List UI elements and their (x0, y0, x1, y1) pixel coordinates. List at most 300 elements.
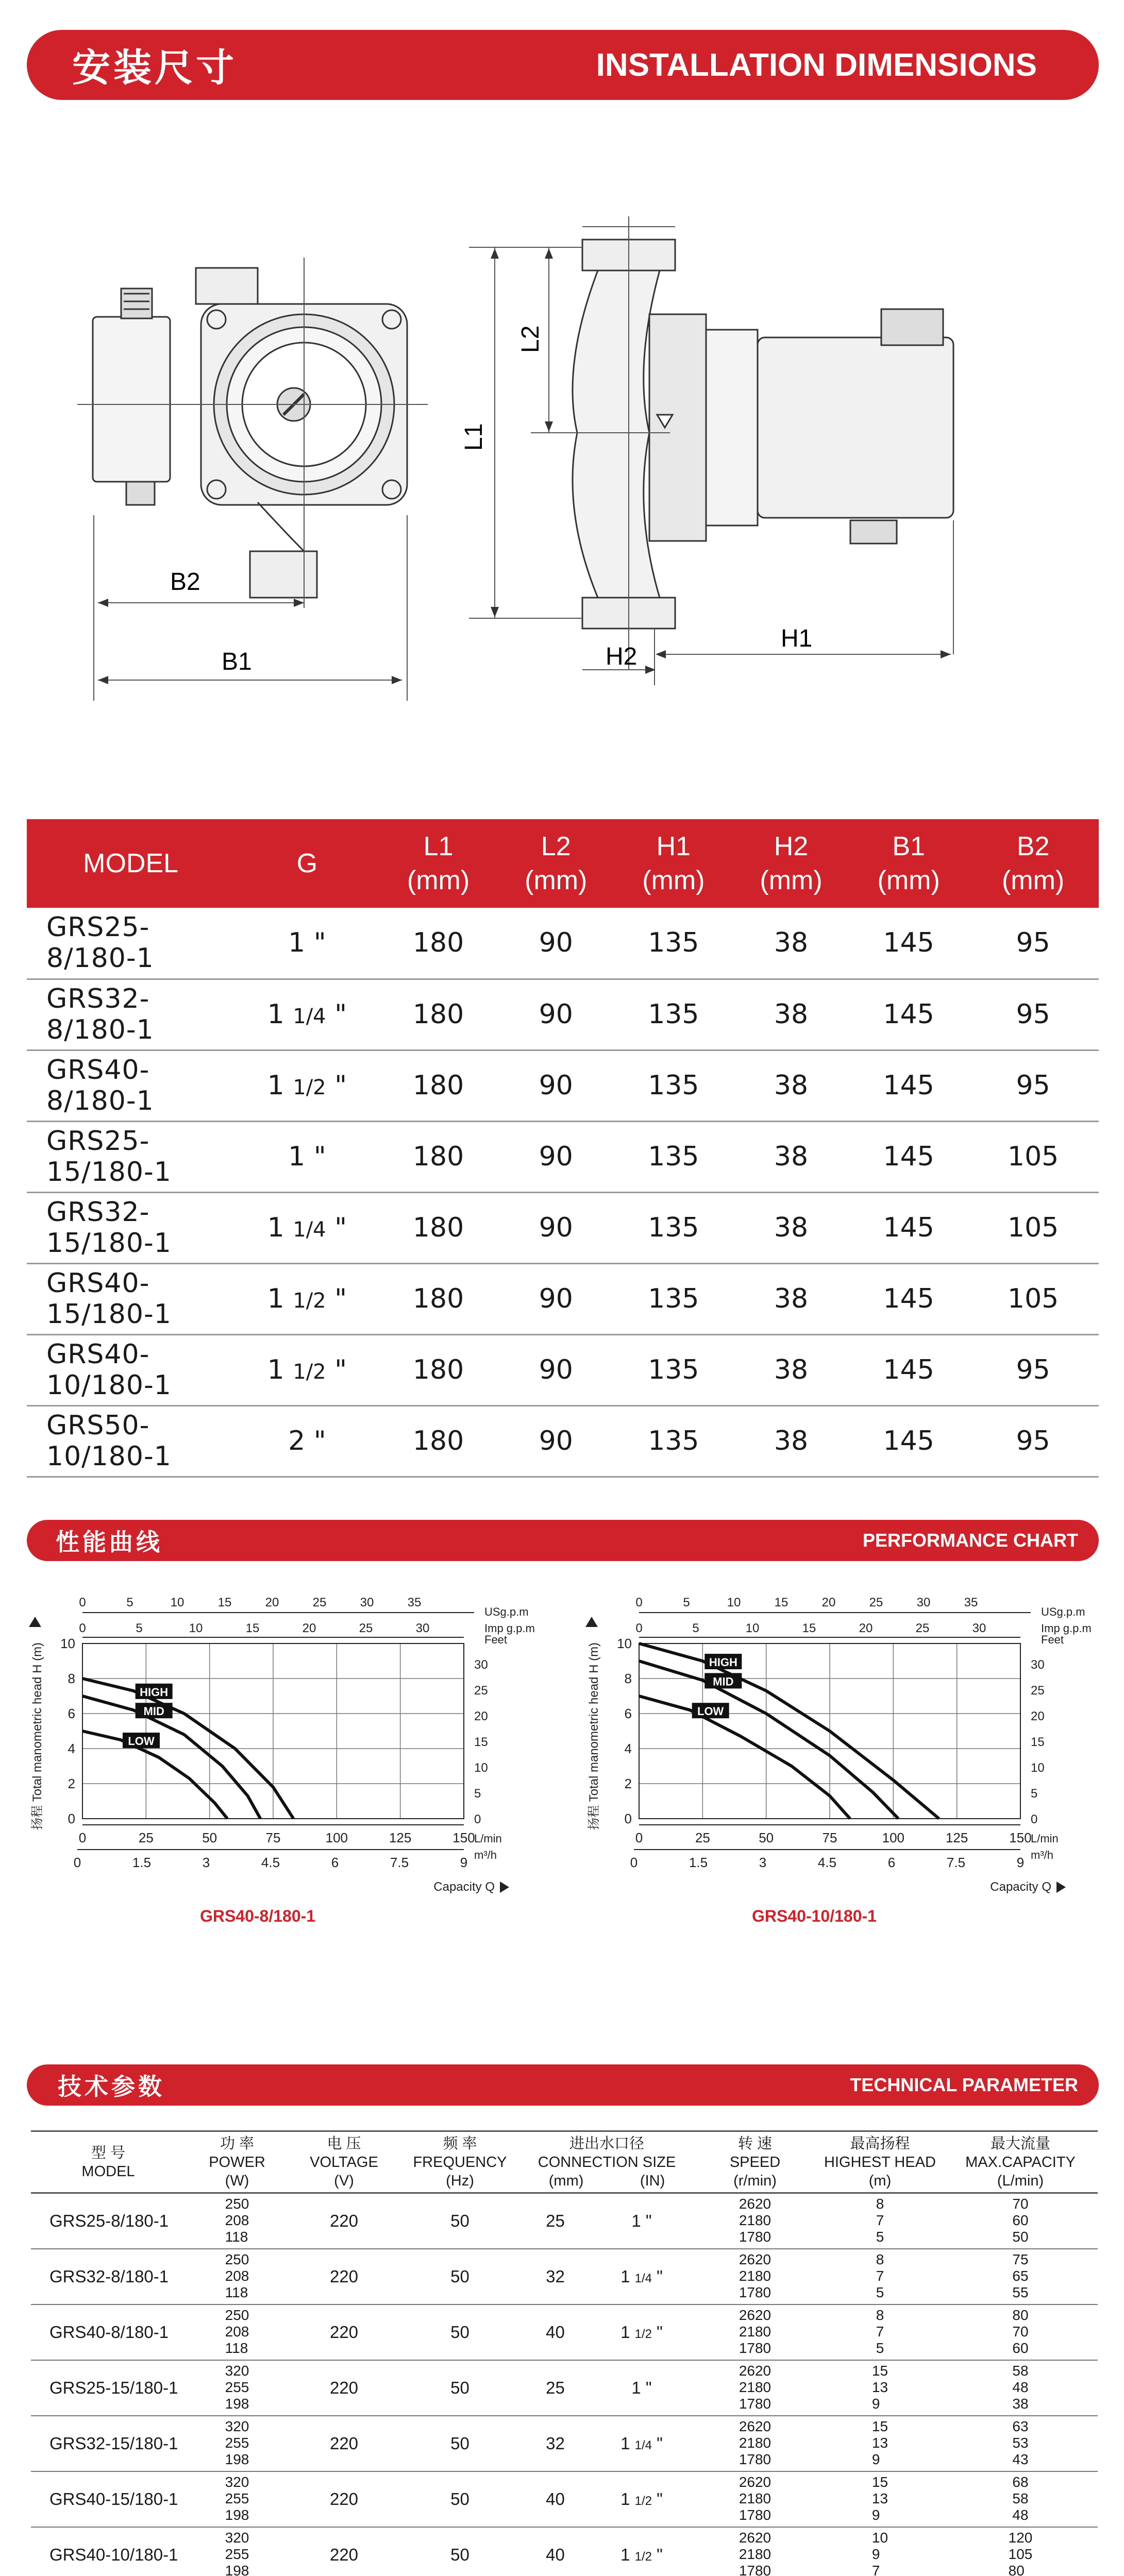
tech-header-en (521, 2153, 693, 2172)
speed-stack-value: 2620 (739, 2474, 771, 2490)
dim-header-cell (850, 819, 967, 908)
capacity-stack (1012, 2196, 1028, 2245)
right-tick-label: 15 (1031, 1735, 1045, 1749)
head-stack-value: 8 (876, 2196, 884, 2212)
tech-speed-cell (693, 2304, 817, 2360)
top-axis-1-tick: 30 (916, 1596, 931, 1609)
x-tick-label: 0 (635, 1830, 643, 1845)
top-axis-2-tick: 10 (745, 1621, 760, 1635)
connection-in-int: 1 (631, 2378, 641, 2397)
tech-table-row (31, 2193, 1098, 2249)
g-size-int: 2 (288, 1426, 306, 1456)
head-stack-value: 15 (871, 2418, 888, 2434)
install-title-en: INSTALLATION DIMENSIONS (596, 47, 1037, 83)
capacity-stack-value: 68 (1012, 2474, 1029, 2490)
x-tick-label: 50 (759, 1830, 774, 1845)
dim-g-cell: 1 " (234, 908, 379, 979)
x2-tick-label: 3 (202, 1855, 210, 1870)
right-tick-label: 10 (474, 1761, 488, 1775)
capacity-stack-value: 60 (1012, 2212, 1029, 2229)
series-label: LOW (697, 1705, 724, 1718)
tech-voltage-cell: 220 (289, 2249, 399, 2304)
speed-stack-value: 2180 (739, 2546, 771, 2562)
dim-h2-cell: 38 (732, 1263, 850, 1334)
dim-l1-cell: 180 (379, 1121, 497, 1192)
tech-header-en: MODEL (81, 2163, 135, 2180)
dim-header-cell (967, 819, 1099, 908)
tech-connection-in-cell: 1 " (590, 2193, 693, 2249)
power-stack-value: 198 (225, 2451, 249, 2467)
y-tick-label: 6 (624, 1706, 632, 1721)
dim-b1-cell: 145 (850, 1192, 967, 1263)
capacity-arrow-icon (1056, 1882, 1066, 1893)
g-size-int: 1 (288, 927, 306, 959)
tech-header-cell (943, 2131, 1098, 2193)
capacity-stack-value: 48 (1012, 2507, 1029, 2523)
speed-stack-value: 2620 (739, 2251, 771, 2267)
tech-head-cell (817, 2416, 943, 2471)
tech-header-bar (27, 2064, 1099, 2106)
head-stack-value: 15 (871, 2474, 888, 2490)
tech-capacity-cell (943, 2360, 1098, 2416)
speed-stack (739, 2474, 771, 2523)
x-tick-label: 75 (822, 1830, 837, 1845)
speed-stack (739, 2251, 771, 2301)
tech-model-cell: GRS32-15/180-1 (31, 2416, 186, 2471)
power-stack-value: 208 (225, 2268, 249, 2284)
g-size-int: 1 (288, 1141, 306, 1172)
power-stack-value: 255 (225, 2490, 249, 2506)
tech-model-cell: GRS40-10/180-1 (31, 2527, 186, 2576)
right-tick-label: 0 (474, 1812, 481, 1826)
dim-model-cell: GRS25-15/180-1 (27, 1121, 234, 1192)
x-tick-label: 25 (138, 1830, 154, 1845)
tech-header-cn: 最高扬程 (850, 2135, 910, 2152)
g-size-int: 1 (267, 999, 284, 1030)
tech-header-en-text: CONNECTION SIZE (538, 2154, 676, 2171)
tech-connection-in-cell: 1 " (590, 2360, 693, 2416)
tech-table-row (31, 2527, 1098, 2576)
tech-header-unit: (W) (225, 2172, 249, 2189)
x-tick-label: 150 (1009, 1830, 1032, 1845)
tech-connection-mm-cell: 32 (521, 2249, 590, 2304)
tech-capacity-cell (943, 2193, 1098, 2249)
x-tick-label: 100 (325, 1830, 348, 1845)
tech-model-cell: GRS40-8/180-1 (31, 2304, 186, 2360)
head-stack (876, 2196, 884, 2245)
tech-frequency-cell: 50 (399, 2527, 521, 2576)
right-tick-label: 30 (1031, 1658, 1045, 1672)
head-stack-value: 13 (871, 2490, 888, 2506)
dim-l2-cell: 90 (497, 1334, 615, 1405)
x2-tick-label: 0 (73, 1855, 81, 1870)
dim-header-cell (497, 819, 615, 908)
g-size-int: 1 (267, 1283, 284, 1314)
dim-model-cell: GRS25-8/180-1 (27, 908, 234, 979)
dim-b2-cell: 95 (967, 1334, 1099, 1405)
dim-table-row (27, 908, 1099, 979)
dim-header-unit: (mm) (642, 866, 705, 895)
top-axis-1-unit: USg.p.m (484, 1605, 529, 1618)
series-label: HIGH (709, 1656, 737, 1669)
g-size-int: 1 (267, 1354, 284, 1385)
connection-in-int: 1 (620, 2322, 630, 2342)
tech-voltage-cell: 220 (289, 2360, 399, 2416)
head-stack-value: 5 (876, 2340, 884, 2356)
top-axis-2-tick: 20 (302, 1621, 316, 1635)
dim-table-row (27, 1334, 1099, 1405)
capacity-stack-value: 38 (1012, 2396, 1029, 2412)
right-tick-label: 25 (1031, 1684, 1045, 1698)
tech-capacity-cell (943, 2471, 1098, 2527)
pump-side-view-drawing (454, 211, 1010, 706)
y-tick-label: 10 (60, 1636, 75, 1651)
dim-l2-cell: 90 (497, 1050, 615, 1121)
tech-power-cell (186, 2471, 289, 2527)
capacity-stack-value: 75 (1012, 2251, 1029, 2267)
head-stack-value: 10 (871, 2530, 888, 2546)
tech-connection-mm-cell: 32 (521, 2416, 590, 2471)
x2-tick-label: 1.5 (132, 1855, 152, 1870)
power-stack (225, 2307, 249, 2357)
top-axis-1-tick: 5 (683, 1596, 690, 1609)
dim-g-cell: 2 " (234, 1405, 379, 1477)
capacity-arrow-icon (500, 1882, 509, 1893)
speed-stack-value: 1780 (739, 2340, 771, 2356)
connection-in-int: 1 (620, 2433, 630, 2453)
tech-header-cn: 型 号 (91, 2144, 126, 2161)
perf-title-en: PERFORMANCE CHART (863, 1530, 1078, 1551)
dim-l1-cell: 180 (379, 1334, 497, 1405)
top-axis-2-tick: 25 (915, 1621, 930, 1635)
y-tick-label: 8 (624, 1671, 632, 1686)
tech-voltage-cell: 220 (289, 2304, 399, 2360)
capacity-stack-value: 63 (1012, 2418, 1029, 2434)
x-tick-label: 75 (265, 1830, 281, 1845)
speed-stack-value: 2180 (739, 2490, 771, 2506)
dim-b2-cell: 105 (967, 1263, 1099, 1334)
speed-stack-value: 2620 (739, 2196, 771, 2212)
dim-b1-cell: 145 (850, 1050, 967, 1121)
series-label: MID (143, 1705, 164, 1718)
right-axis-unit: Feet (1041, 1633, 1064, 1646)
tech-model-cell: GRS25-8/180-1 (31, 2193, 186, 2249)
dim-g-cell: 1 1/4 " (234, 979, 379, 1050)
power-stack-value: 320 (225, 2474, 249, 2490)
dim-h1-cell: 135 (615, 1334, 732, 1405)
top-axis-2-unit: Imp g.p.m (1041, 1622, 1092, 1635)
dimension-table-header (27, 819, 1099, 908)
dim-header-label: L1 (423, 832, 454, 861)
tech-header-unit-in: (IN) (640, 2172, 665, 2189)
tech-capacity-cell (943, 2304, 1098, 2360)
tech-model-cell: GRS25-15/180-1 (31, 2360, 186, 2416)
tech-speed-cell (693, 2193, 817, 2249)
dim-header-label: H1 (656, 832, 691, 861)
dim-header-cell (379, 819, 497, 908)
dim-header-label: B1 (892, 832, 925, 861)
y-tick-label: 4 (624, 1741, 632, 1756)
dim-b2-cell: 95 (967, 979, 1099, 1050)
performance-chart-grs40-8 (21, 1592, 557, 1942)
speed-stack (739, 2307, 771, 2357)
dim-header-label: B2 (1016, 832, 1050, 861)
capacity-stack (1012, 2363, 1028, 2412)
install-title-cn: 安装尺寸 (72, 46, 237, 90)
tech-table-row (31, 2304, 1098, 2360)
connection-in-int: 1 (620, 2266, 630, 2286)
dim-model-cell: GRS50-10/180-1 (27, 1405, 234, 1477)
head-stack-value: 9 (871, 2546, 880, 2562)
connection-in-fraction: 1/4 (634, 2438, 652, 2452)
tech-frequency-cell: 50 (399, 2249, 521, 2304)
y-axis-title: 扬程 Total manometric head H (m) (587, 1642, 601, 1831)
head-stack (872, 2363, 888, 2412)
dim-l2-cell: 90 (497, 979, 615, 1050)
y-tick-label: 0 (624, 1811, 632, 1826)
top-axis-2-tick: 5 (692, 1621, 699, 1635)
power-stack (225, 2474, 249, 2523)
dim-h2-cell: 38 (732, 1121, 850, 1192)
tech-voltage-cell: 220 (289, 2527, 399, 2576)
speed-stack (739, 2196, 771, 2245)
dim-table-row (27, 1050, 1099, 1121)
right-tick-label: 0 (1031, 1812, 1038, 1826)
dim-l2-cell: 90 (497, 1263, 615, 1334)
top-axis-1-tick: 5 (126, 1596, 133, 1609)
top-axis-2-tick: 30 (415, 1621, 430, 1635)
top-axis-1-tick: 25 (869, 1596, 883, 1609)
dim-h1-cell: 135 (615, 1405, 732, 1477)
right-tick-label: 5 (1031, 1787, 1038, 1801)
top-axis-1-tick: 10 (727, 1596, 741, 1609)
dim-g-cell: 1 1/2 " (234, 1263, 379, 1334)
tech-table-row (31, 2249, 1098, 2304)
tech-power-cell (186, 2304, 289, 2360)
tech-connection-mm-cell: 40 (521, 2527, 590, 2576)
series-curve-low (639, 1696, 850, 1819)
dim-h1-cell: 135 (615, 1121, 732, 1192)
connection-in-int: 1 (620, 2545, 630, 2564)
tech-capacity-cell (943, 2249, 1098, 2304)
dim-h1-cell: 135 (615, 979, 732, 1050)
tech-frequency-cell: 50 (399, 2471, 521, 2527)
top-axis-1-tick: 15 (774, 1596, 789, 1609)
tech-header-cell (521, 2131, 693, 2193)
y-axis-title: 扬程 Total manometric head H (m) (30, 1642, 44, 1831)
dim-h2-cell: 38 (732, 979, 850, 1050)
y-tick-label: 4 (68, 1741, 75, 1756)
tech-speed-cell (693, 2360, 817, 2416)
series-label: HIGH (140, 1685, 169, 1699)
x-unit-label: L/min (1031, 1832, 1059, 1845)
power-stack-value: 118 (225, 2229, 248, 2245)
speed-stack-value: 2620 (739, 2530, 771, 2546)
power-stack (225, 2363, 249, 2412)
x2-unit-label: m³/h (474, 1849, 497, 1861)
dim-g-cell: 1 " (234, 1121, 379, 1192)
dim-model-cell: GRS40-10/180-1 (27, 1334, 234, 1405)
head-stack-value: 5 (876, 2284, 884, 2300)
y-tick-label: 8 (68, 1671, 75, 1686)
connection-in-fraction: 1/2 (634, 2494, 652, 2508)
speed-stack-value: 2180 (739, 2324, 771, 2340)
right-axis-unit: Feet (484, 1633, 508, 1646)
capacity-stack (1012, 2474, 1028, 2523)
head-stack-value: 13 (871, 2435, 888, 2451)
tech-power-cell (186, 2193, 289, 2249)
dim-header-label: MODEL (83, 849, 179, 878)
dim-model-cell: GRS32-15/180-1 (27, 1192, 234, 1263)
speed-stack-value: 1780 (739, 2507, 771, 2523)
l1-label: L1 (460, 423, 488, 451)
l2-label: L2 (517, 325, 544, 353)
speed-stack-value: 1780 (739, 2451, 771, 2467)
x-tick-label: 100 (882, 1830, 905, 1845)
tech-header-cell (817, 2131, 943, 2193)
tech-table-row (31, 2416, 1098, 2471)
capacity-stack (1012, 2307, 1028, 2357)
dim-b2-cell: 95 (967, 1050, 1099, 1121)
dim-l2-cell: 90 (497, 1405, 615, 1477)
capacity-stack-value: 60 (1012, 2340, 1029, 2356)
dim-h2-cell: 38 (732, 1192, 850, 1263)
tech-head-cell (817, 2193, 943, 2249)
tech-connection-in-cell: 1 1/2 " (590, 2527, 693, 2576)
power-stack-value: 118 (225, 2340, 248, 2356)
x2-tick-label: 7.5 (390, 1855, 409, 1870)
head-stack-value: 8 (876, 2307, 884, 2323)
dim-header-unit: (mm) (760, 866, 823, 895)
speed-stack (739, 2418, 771, 2468)
tech-header-cell (289, 2131, 399, 2193)
tech-header-en: POWER (209, 2154, 265, 2171)
power-stack-value: 208 (225, 2212, 249, 2229)
dim-b2-cell: 95 (967, 908, 1099, 979)
dim-h1-cell: 135 (615, 908, 732, 979)
x2-tick-label: 4.5 (817, 1855, 837, 1870)
tech-power-cell (186, 2360, 289, 2416)
capacity-stack-value: 58 (1012, 2490, 1029, 2506)
dim-header-cell (234, 819, 379, 908)
tech-header-en: MAX.CAPACITY (965, 2154, 1076, 2171)
capacity-stack-value: 105 (1008, 2546, 1033, 2562)
tech-header-en: VOLTAGE (310, 2154, 378, 2171)
b2-label: B2 (170, 568, 200, 596)
tech-connection-mm-cell: 40 (521, 2471, 590, 2527)
dim-table-row (27, 1405, 1099, 1477)
y-tick-label: 2 (624, 1776, 632, 1791)
tech-header-cn: 电 压 (327, 2135, 361, 2152)
capacity-stack-value: 58 (1012, 2363, 1029, 2379)
b1-label: B1 (222, 648, 252, 675)
power-stack-value: 320 (225, 2363, 249, 2379)
tech-table-row (31, 2360, 1098, 2416)
top-axis-2-unit: Imp g.p.m (484, 1622, 535, 1635)
dim-b1-cell: 145 (850, 1263, 967, 1334)
dim-table-row (27, 979, 1099, 1050)
chart-title: GRS40-10/180-1 (752, 1907, 877, 1925)
right-tick-label: 10 (1031, 1761, 1045, 1775)
power-stack-value: 320 (225, 2418, 249, 2434)
tech-header-units (521, 2172, 693, 2190)
speed-stack (739, 2363, 771, 2412)
connection-in-fraction: 1/2 (634, 2327, 652, 2341)
top-axis-2-tick: 30 (972, 1621, 986, 1635)
dimension-table (27, 819, 1099, 1478)
tech-header-cn: 最大流量 (990, 2135, 1050, 2152)
dim-header-unit: (mm) (877, 866, 940, 895)
capacity-stack-value: 48 (1012, 2379, 1029, 2395)
connection-in-fraction: 1/4 (634, 2271, 652, 2285)
x-unit-label: L/min (474, 1832, 502, 1845)
dim-l2-cell: 90 (497, 1121, 615, 1192)
series-curve-mid (639, 1661, 898, 1819)
tech-header-cell (31, 2131, 186, 2193)
capacity-stack-value: 80 (1008, 2563, 1025, 2576)
tech-speed-cell (693, 2249, 817, 2304)
head-arrow-icon (585, 1617, 598, 1627)
power-stack-value: 198 (225, 2507, 249, 2523)
head-stack (876, 2251, 884, 2301)
top-axis-1-tick: 15 (217, 1596, 232, 1609)
capacity-stack-value: 65 (1012, 2268, 1029, 2284)
top-axis-2-tick: 15 (802, 1621, 816, 1635)
dim-model-cell: GRS40-8/180-1 (27, 1050, 234, 1121)
dim-l1-cell: 180 (379, 908, 497, 979)
tech-frequency-cell: 50 (399, 2304, 521, 2360)
tech-title-cn: 技术参数 (58, 2073, 165, 2100)
tech-header-cn: 频 率 (443, 2135, 477, 2152)
power-stack-value: 255 (225, 2379, 249, 2395)
x-tick-label: 150 (452, 1830, 475, 1845)
right-tick-label: 20 (1031, 1709, 1045, 1723)
capacity-stack-value: 120 (1008, 2530, 1033, 2546)
top-axis-1-tick: 0 (79, 1596, 86, 1609)
dim-model-cell: GRS32-8/180-1 (27, 979, 234, 1050)
series-curve-high (639, 1643, 939, 1819)
tech-head-cell (817, 2360, 943, 2416)
dim-header-unit: (mm) (525, 866, 588, 895)
x-tick-label: 0 (78, 1830, 87, 1845)
speed-stack-value: 2620 (739, 2363, 771, 2379)
technical-table (31, 2130, 1098, 2576)
y-tick-label: 10 (617, 1636, 632, 1651)
dim-header-label: G (296, 849, 318, 878)
connection-in-int: 1 (620, 2489, 630, 2509)
x-axis-title: Capacity Q (990, 1880, 1051, 1894)
tech-head-cell (817, 2304, 943, 2360)
dim-l1-cell: 180 (379, 1263, 497, 1334)
top-axis-2-tick: 15 (245, 1621, 260, 1635)
power-stack (225, 2530, 249, 2576)
tech-header-cell (186, 2131, 289, 2193)
speed-stack-value: 1780 (739, 2284, 771, 2300)
tech-frequency-cell: 50 (399, 2193, 521, 2249)
tech-connection-mm-cell: 40 (521, 2304, 590, 2360)
pump-front-view-drawing (77, 227, 428, 701)
tech-voltage-cell: 220 (289, 2416, 399, 2471)
head-stack-value: 8 (876, 2251, 884, 2267)
speed-stack (739, 2530, 771, 2576)
tech-speed-cell (693, 2527, 817, 2576)
capacity-stack-value: 80 (1012, 2307, 1029, 2323)
top-axis-1-tick: 20 (821, 1596, 836, 1609)
speed-stack-value: 2180 (739, 2379, 771, 2395)
dim-header-unit: (mm) (407, 866, 470, 895)
speed-stack-value: 1780 (739, 2563, 771, 2576)
top-axis-2-tick: 20 (859, 1621, 873, 1635)
